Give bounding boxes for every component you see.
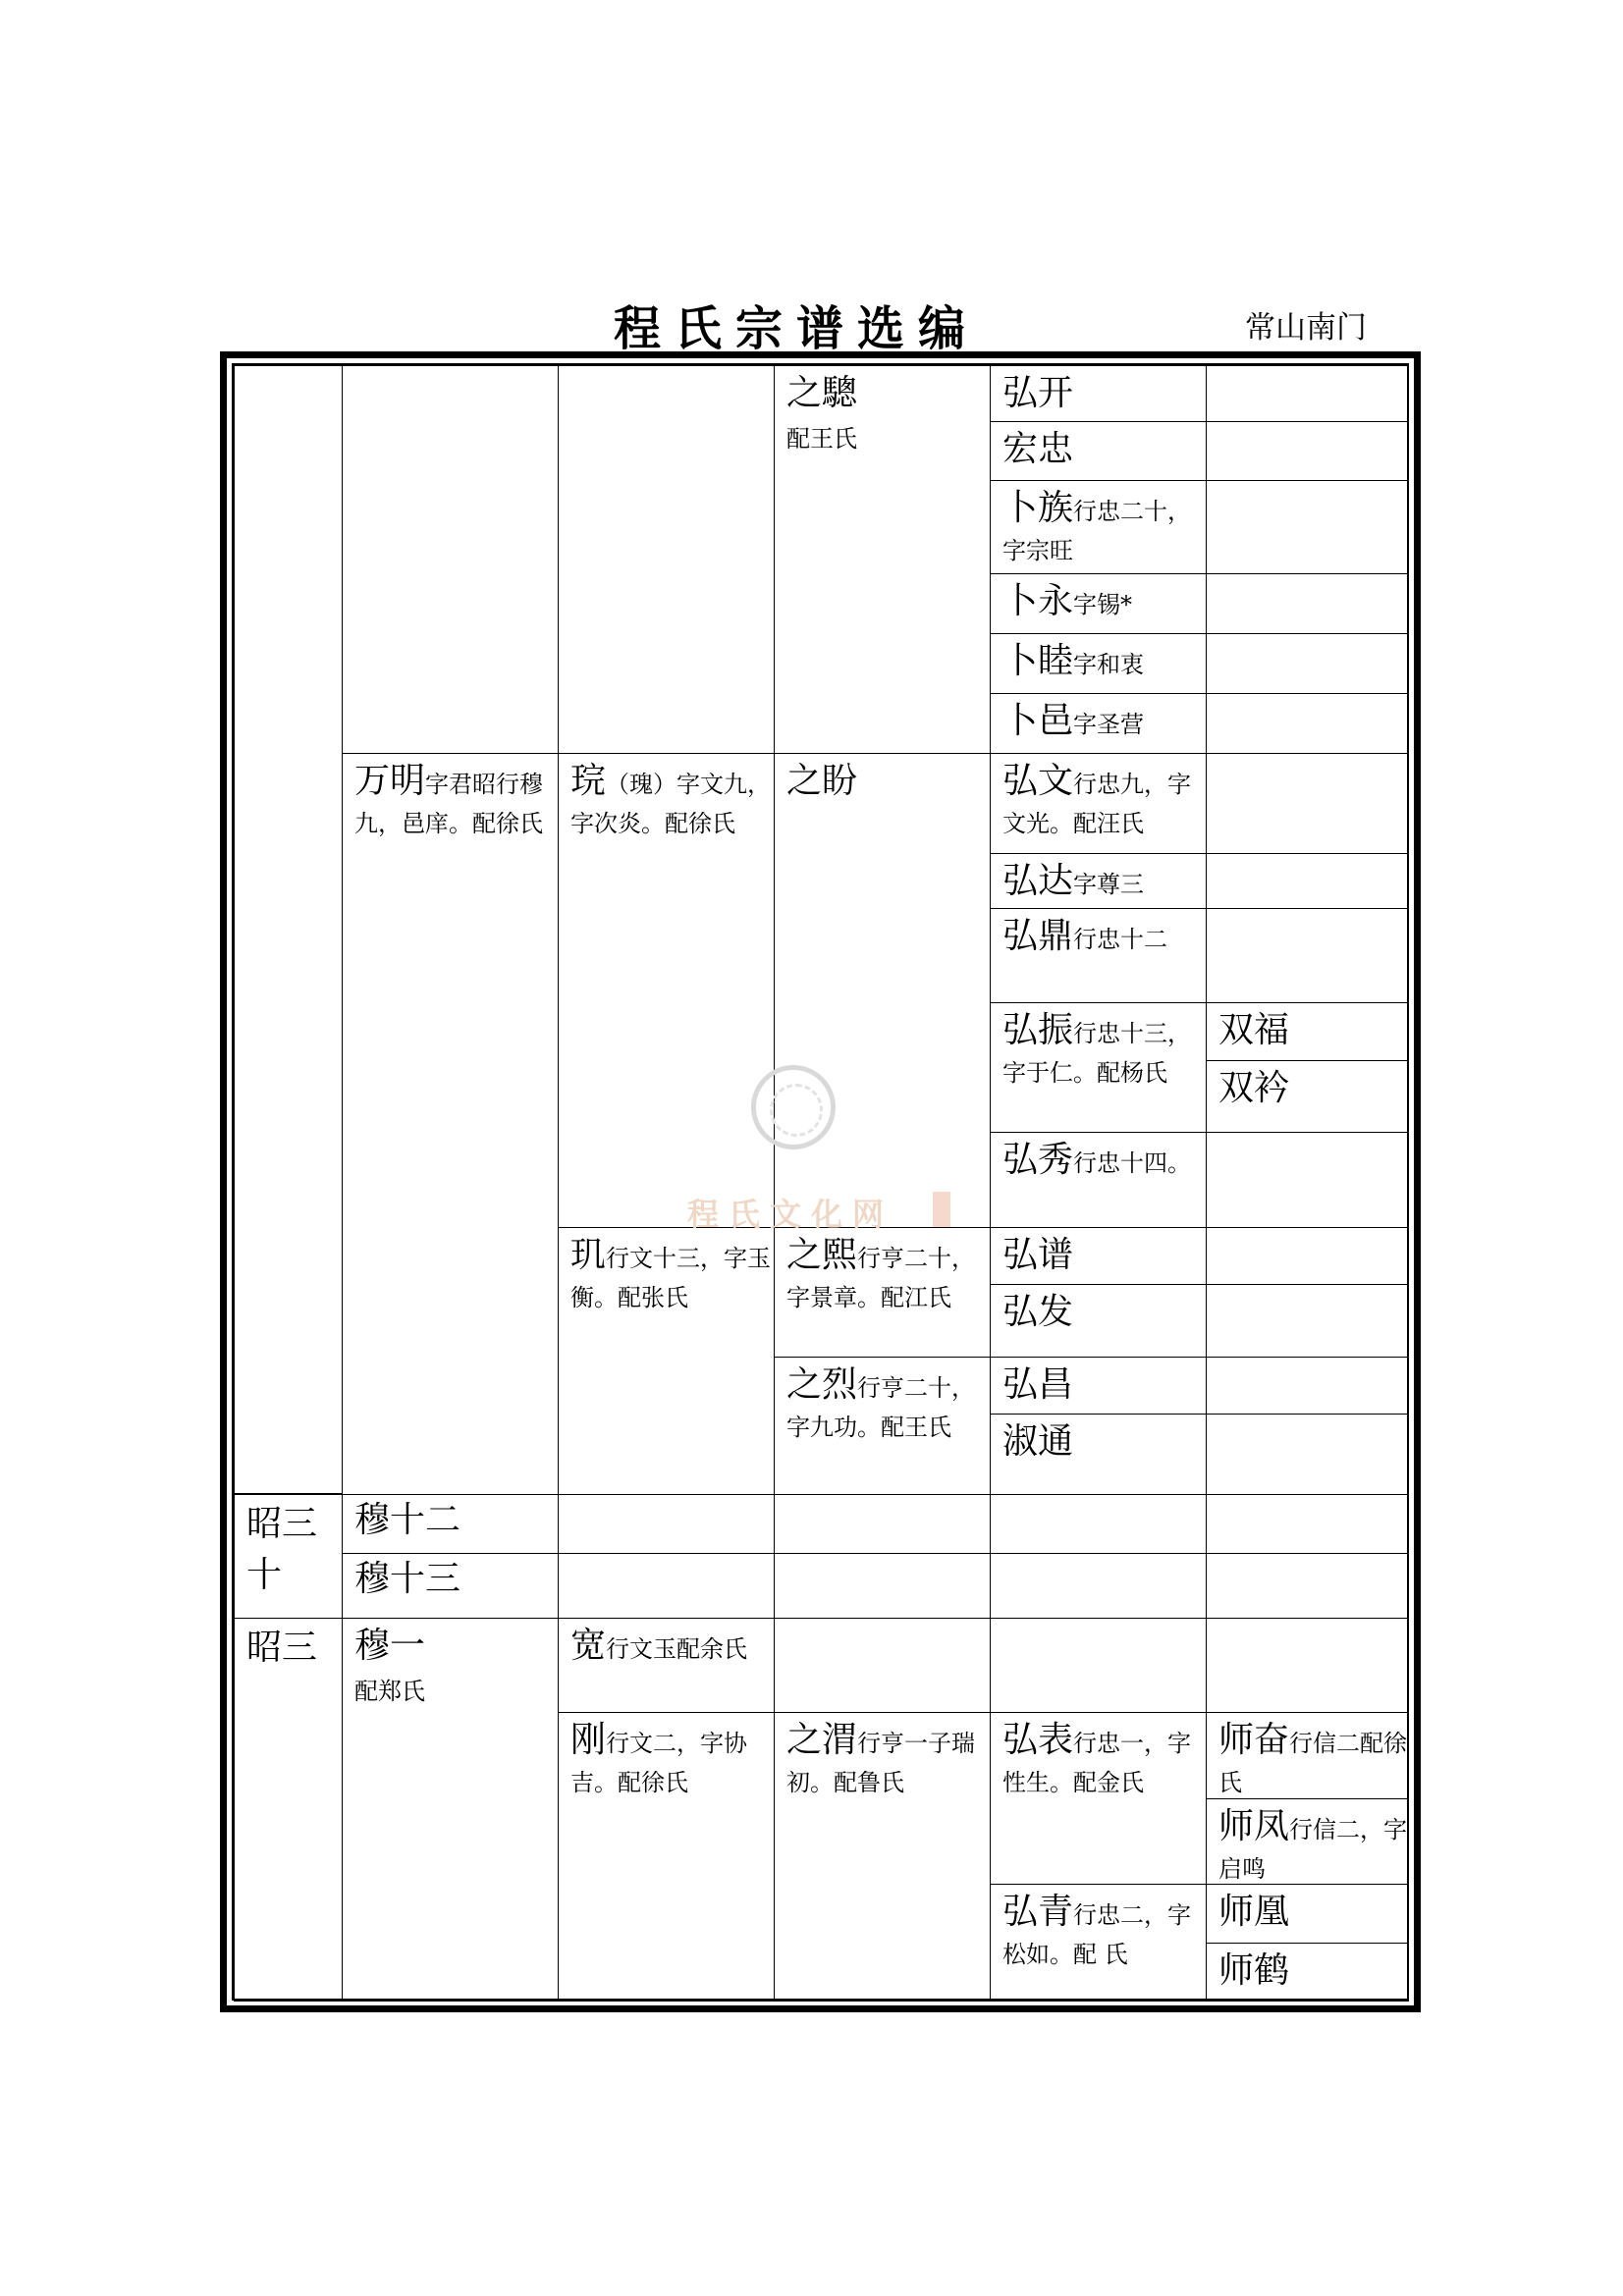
- person-name: 弘青: [1002, 1892, 1074, 1932]
- cell-empty: [1206, 693, 1409, 754]
- person-name: 琓: [570, 761, 607, 801]
- watermark-stamp-icon: [933, 1192, 950, 1227]
- person-note: 行忠九，字文光。配汪氏: [1002, 771, 1192, 837]
- person-cell: [774, 365, 991, 754]
- person-note: 行信二配徐氏: [1218, 1730, 1408, 1796]
- person-note: 行亨二十，字景章。配江氏: [786, 1245, 976, 1311]
- genealogy-table-frame: [220, 351, 1421, 2012]
- person-name: 穆十二: [354, 1500, 461, 1540]
- person-name: 弘达: [1002, 861, 1074, 901]
- cell-empty: [774, 1494, 991, 1554]
- branch-name: 常山南门: [1245, 310, 1367, 346]
- cell-empty: [1206, 753, 1409, 854]
- cell-empty: [1206, 1132, 1409, 1228]
- person-name: 卜永: [1002, 581, 1074, 621]
- person-name: 刚: [570, 1720, 607, 1760]
- person-name: 淑通: [1002, 1421, 1074, 1462]
- person-cell: [990, 633, 1207, 694]
- person-name: 师凤: [1218, 1806, 1290, 1846]
- person-note: 行忠二，字松如。配 氏: [1002, 1901, 1192, 1968]
- person-name: 之烈: [786, 1364, 858, 1405]
- person-note: 字君昭行穆九，邑庠。配徐氏: [354, 771, 544, 837]
- person-note: 行忠十二: [1073, 926, 1168, 953]
- cell-empty: [1206, 1553, 1409, 1619]
- person-note: 行文玉配余氏: [606, 1635, 748, 1663]
- person-cell: [990, 853, 1207, 909]
- person-cell: [342, 1553, 559, 1619]
- person-name: 之渭: [786, 1720, 858, 1760]
- person-note: 行信二，字启鸣: [1218, 1816, 1408, 1883]
- person-cell: [558, 1712, 775, 2002]
- person-note: 字圣营: [1073, 711, 1145, 738]
- person-note: 配王氏: [786, 425, 857, 453]
- person-name: 穆十三: [354, 1559, 461, 1599]
- person-cell: [990, 1414, 1207, 1495]
- person-cell: [990, 1284, 1207, 1358]
- generation-cell-empty: [234, 365, 343, 1494]
- person-name: 弘谱: [1002, 1235, 1074, 1275]
- person-note: 行忠十三，字于仁。配杨氏: [1002, 1020, 1192, 1087]
- cell-empty: [1206, 1227, 1409, 1285]
- person-name: 卜族: [1002, 488, 1074, 528]
- person-cell: [1206, 1798, 1409, 1885]
- cell-empty: [1206, 1618, 1409, 1713]
- person-name: 之驄: [786, 373, 858, 413]
- person-cell: [1206, 1712, 1409, 1799]
- person-note: 行忠十四。: [1073, 1149, 1192, 1177]
- person-cell: [1206, 1884, 1409, 1944]
- person-name: 弘昌: [1002, 1364, 1074, 1405]
- person-cell: [1206, 1060, 1409, 1133]
- person-note: 字尊三: [1073, 871, 1145, 898]
- person-cell: [342, 1618, 559, 2002]
- person-name: 弘振: [1002, 1010, 1074, 1050]
- person-cell: [990, 421, 1207, 481]
- person-name: 弘文: [1002, 761, 1074, 801]
- person-name: 双衿: [1218, 1068, 1290, 1108]
- genealogy-table: [232, 363, 1409, 2001]
- cell-empty: [774, 1618, 991, 1713]
- person-cell: [558, 753, 775, 1228]
- person-name: 弘表: [1002, 1720, 1074, 1760]
- watermark-seal-icon: [751, 1065, 836, 1149]
- person-note: 行忠二十，字宗旺: [1002, 498, 1192, 564]
- cell-empty: [1206, 1284, 1409, 1358]
- cell-empty: [1206, 633, 1409, 694]
- person-note: 字和衷: [1073, 651, 1145, 678]
- person-note: 行忠一，字性生。配金氏: [1002, 1730, 1192, 1796]
- person-note: （瑰）字文九，字次炎。配徐氏: [570, 771, 772, 837]
- person-cell: [990, 1884, 1207, 2002]
- person-cell: [342, 753, 559, 1495]
- cell-empty: [990, 1618, 1207, 1713]
- person-name: 万明: [354, 761, 426, 801]
- person-name: 弘秀: [1002, 1140, 1074, 1180]
- person-name: 玑: [570, 1235, 607, 1275]
- watermark-text: 程氏文化网: [687, 1196, 894, 1233]
- page-title: 程氏宗谱选编: [614, 301, 980, 356]
- person-name: 宽: [570, 1626, 607, 1666]
- person-cell: [774, 1712, 991, 2002]
- person-name: 之熙: [786, 1235, 858, 1275]
- person-note: 配郑氏: [354, 1678, 425, 1705]
- cell-empty: [1206, 573, 1409, 634]
- person-name: 卜睦: [1002, 641, 1074, 681]
- person-cell: [990, 908, 1207, 1003]
- person-note: 行文十三，字玉衡。配张氏: [570, 1245, 772, 1311]
- generation-label: 昭三十: [234, 1494, 343, 1619]
- cell-empty: [1206, 365, 1409, 422]
- person-cell: [1206, 1002, 1409, 1061]
- person-cell: [774, 1227, 991, 1358]
- cell-empty: [558, 1553, 775, 1619]
- cell-empty: [1206, 1414, 1409, 1495]
- person-cell: [342, 1494, 559, 1554]
- person-cell: [990, 1002, 1207, 1133]
- person-note: 行亨一子瑞初。配鲁氏: [786, 1730, 976, 1796]
- person-cell: [558, 1227, 775, 1495]
- person-name: 弘开: [1002, 373, 1074, 413]
- person-note: 行亨二十，字九功。配王氏: [786, 1374, 976, 1441]
- person-cell: [990, 1712, 1207, 1885]
- person-note: 字锡*: [1073, 591, 1133, 618]
- person-name: 师凰: [1218, 1892, 1290, 1932]
- cell-empty: [774, 1553, 991, 1619]
- person-cell: [990, 1357, 1207, 1415]
- person-cell: [558, 1618, 775, 1713]
- person-name: 卜邑: [1002, 701, 1074, 741]
- cell-empty: [1206, 908, 1409, 1003]
- person-cell: [774, 1357, 991, 1495]
- person-name: 之盼: [786, 761, 858, 801]
- cell-empty: [1206, 853, 1409, 909]
- person-cell: [990, 365, 1207, 422]
- person-cell: [990, 1227, 1207, 1285]
- person-name: 师奋: [1218, 1720, 1290, 1760]
- person-name: 师鹤: [1218, 1950, 1290, 1991]
- person-cell: [774, 753, 991, 1228]
- person-cell: [990, 1132, 1207, 1228]
- cell-empty: [558, 365, 775, 754]
- cell-empty: [990, 1494, 1207, 1554]
- person-name: 穆一: [354, 1626, 426, 1666]
- cell-empty: [558, 1494, 775, 1554]
- person-name: 宏忠: [1002, 429, 1074, 469]
- person-note: 行文二，字协吉。配徐氏: [570, 1730, 748, 1796]
- person-name: 弘发: [1002, 1292, 1074, 1332]
- cell-empty: [1206, 480, 1409, 574]
- person-cell: [1206, 1943, 1409, 2002]
- person-cell: [990, 753, 1207, 854]
- cell-empty: [1206, 1357, 1409, 1415]
- cell-empty: [342, 365, 559, 754]
- cell-empty: [1206, 421, 1409, 481]
- person-cell: [990, 693, 1207, 754]
- generation-label: 昭三: [234, 1618, 343, 2002]
- cell-empty: [990, 1553, 1207, 1619]
- person-name: 弘鼎: [1002, 916, 1074, 956]
- cell-empty: [1206, 1494, 1409, 1554]
- person-name: 双福: [1218, 1010, 1290, 1050]
- person-cell: [990, 573, 1207, 634]
- person-cell: [990, 480, 1207, 574]
